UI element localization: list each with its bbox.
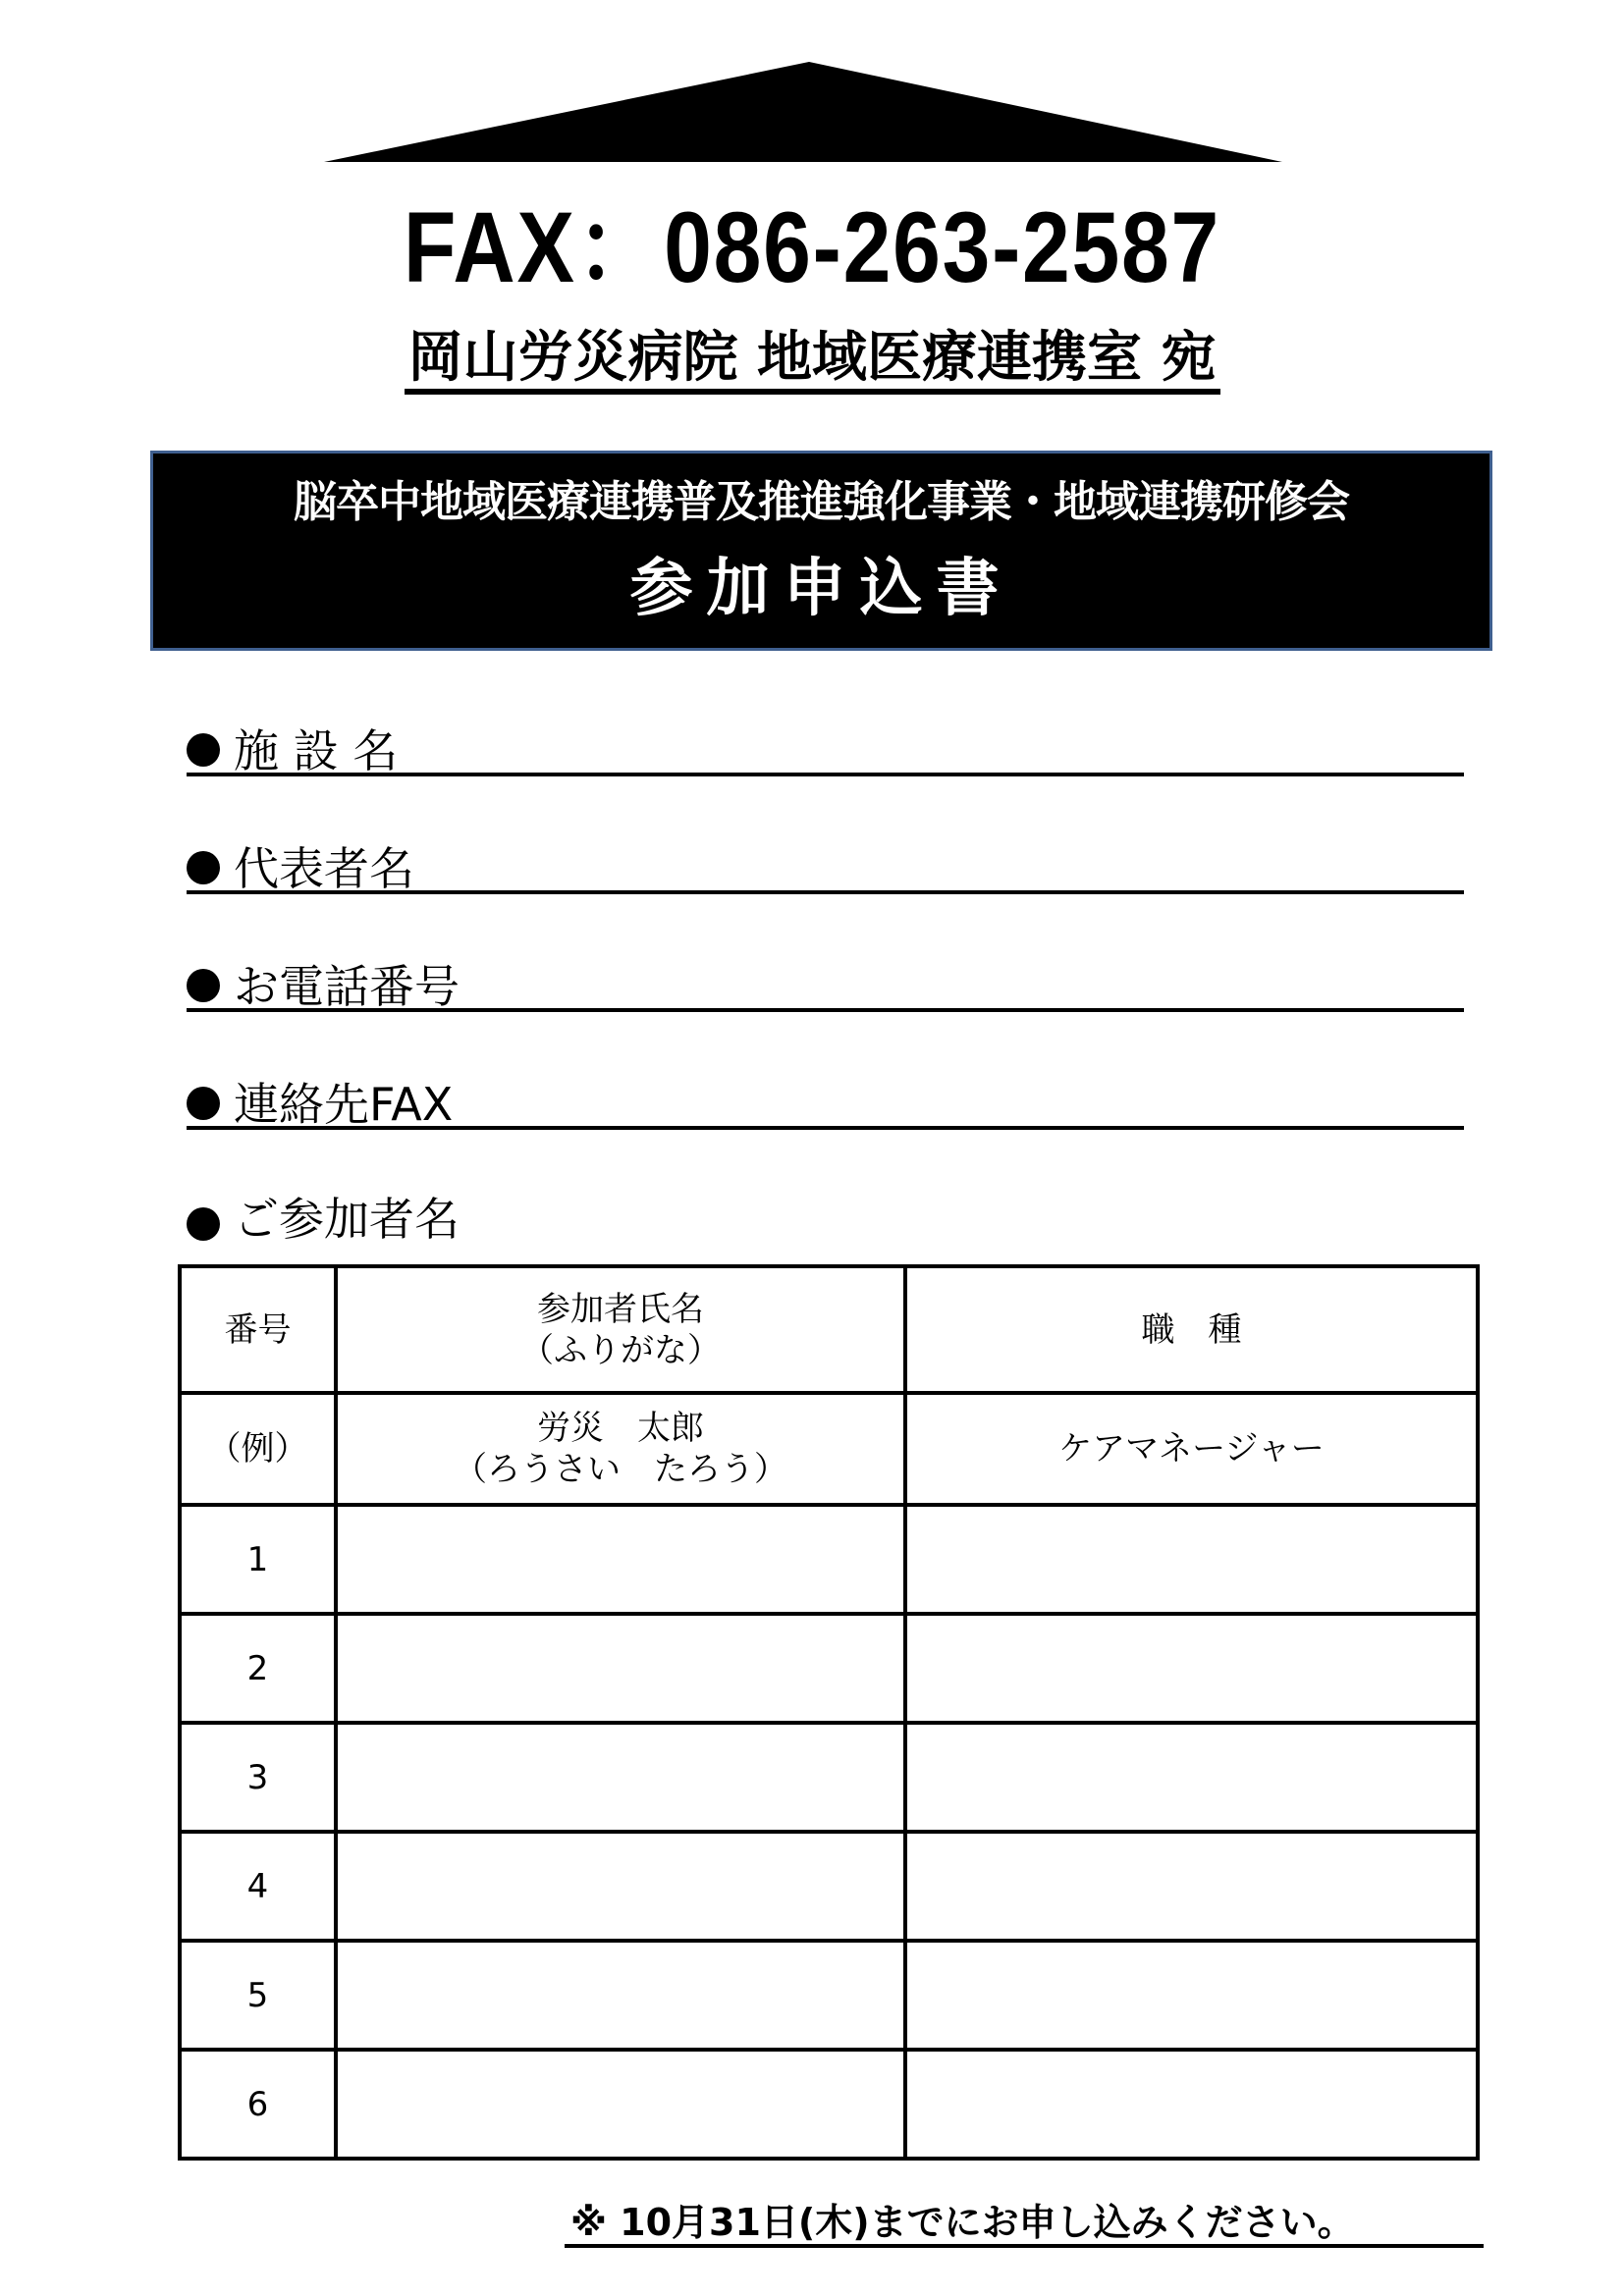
deadline-text: ※ 10月31日(木)までにお申し込みください。 [570, 2201, 1355, 2244]
participant-name-cell[interactable] [336, 1723, 905, 1832]
participant-job-cell[interactable] [905, 2050, 1478, 2159]
row-number: 5 [180, 1941, 336, 2050]
phone-number-label: お電話番号 [234, 960, 460, 1013]
phone-number-field[interactable] [187, 949, 1464, 1012]
table-row [180, 2050, 1478, 2159]
table-row [180, 1614, 1478, 1723]
column-header-name-line1: 参加者氏名 [537, 1289, 704, 1329]
bullet-icon [187, 969, 220, 1002]
column-header-name-line2: （ふりがな） [520, 1330, 721, 1370]
participants-label: ご参加者名 [234, 1193, 460, 1246]
participant-job-cell[interactable] [905, 1614, 1478, 1723]
contact-fax-label: 連絡先FAX [234, 1078, 454, 1131]
fax-direction-arrow-icon [324, 62, 1282, 162]
row-number: 6 [180, 2050, 336, 2159]
row-number: 3 [180, 1723, 336, 1832]
bullet-icon [187, 1207, 220, 1241]
participant-job-cell[interactable] [905, 1505, 1478, 1614]
participant-job-cell[interactable] [905, 1941, 1478, 2050]
bullet-icon [187, 733, 220, 767]
event-name: 脳卒中地域医療連携普及推進強化事業・地域連携研修会 [294, 477, 1349, 527]
row-number: 4 [180, 1832, 336, 1941]
contact-fax-field[interactable] [187, 1067, 1464, 1130]
column-header-name [336, 1266, 905, 1393]
participant-name-cell[interactable] [336, 1505, 905, 1614]
participant-name-cell[interactable] [336, 1614, 905, 1723]
example-name-kanji: 労災 太郎 [537, 1409, 704, 1448]
example-job: ケアマネージャー [905, 1393, 1478, 1505]
form-title: 参加申込書 [629, 553, 1013, 625]
participant-name-cell[interactable] [336, 2050, 905, 2159]
example-number: （例） [180, 1393, 336, 1505]
table-row [180, 1941, 1478, 2050]
bullet-icon [187, 851, 220, 884]
participant-job-cell[interactable] [905, 1723, 1478, 1832]
table-row-example [180, 1393, 1478, 1505]
row-number: 1 [180, 1505, 336, 1614]
fax-number-heading: FAX：086-263-2587 [403, 191, 1221, 303]
table-row [180, 1832, 1478, 1941]
row-number: 2 [180, 1614, 336, 1723]
deadline-note [565, 2199, 1484, 2248]
bullet-icon [187, 1087, 220, 1120]
table-row [180, 1723, 1478, 1832]
facility-name-label: 施 設 名 [234, 724, 399, 777]
participant-name-cell[interactable] [336, 1941, 905, 2050]
participants-table [178, 1264, 1480, 2161]
representative-name-label: 代表者名 [234, 842, 414, 895]
facility-name-field[interactable] [187, 714, 1464, 776]
table-header-row [180, 1266, 1478, 1393]
addressee-heading [295, 324, 1329, 395]
column-header-job: 職 種 [905, 1266, 1478, 1393]
column-header-number: 番号 [180, 1266, 336, 1393]
representative-name-field[interactable] [187, 831, 1464, 894]
participant-job-cell[interactable] [905, 1832, 1478, 1941]
form-title-banner [150, 451, 1492, 651]
table-row [180, 1505, 1478, 1614]
addressee-text: 岡山労災病院 地域医療連携室 宛 [405, 328, 1220, 395]
participant-name-cell[interactable] [336, 1832, 905, 1941]
example-name [336, 1393, 905, 1505]
example-name-furigana: （ろうさい たろう） [454, 1450, 787, 1489]
